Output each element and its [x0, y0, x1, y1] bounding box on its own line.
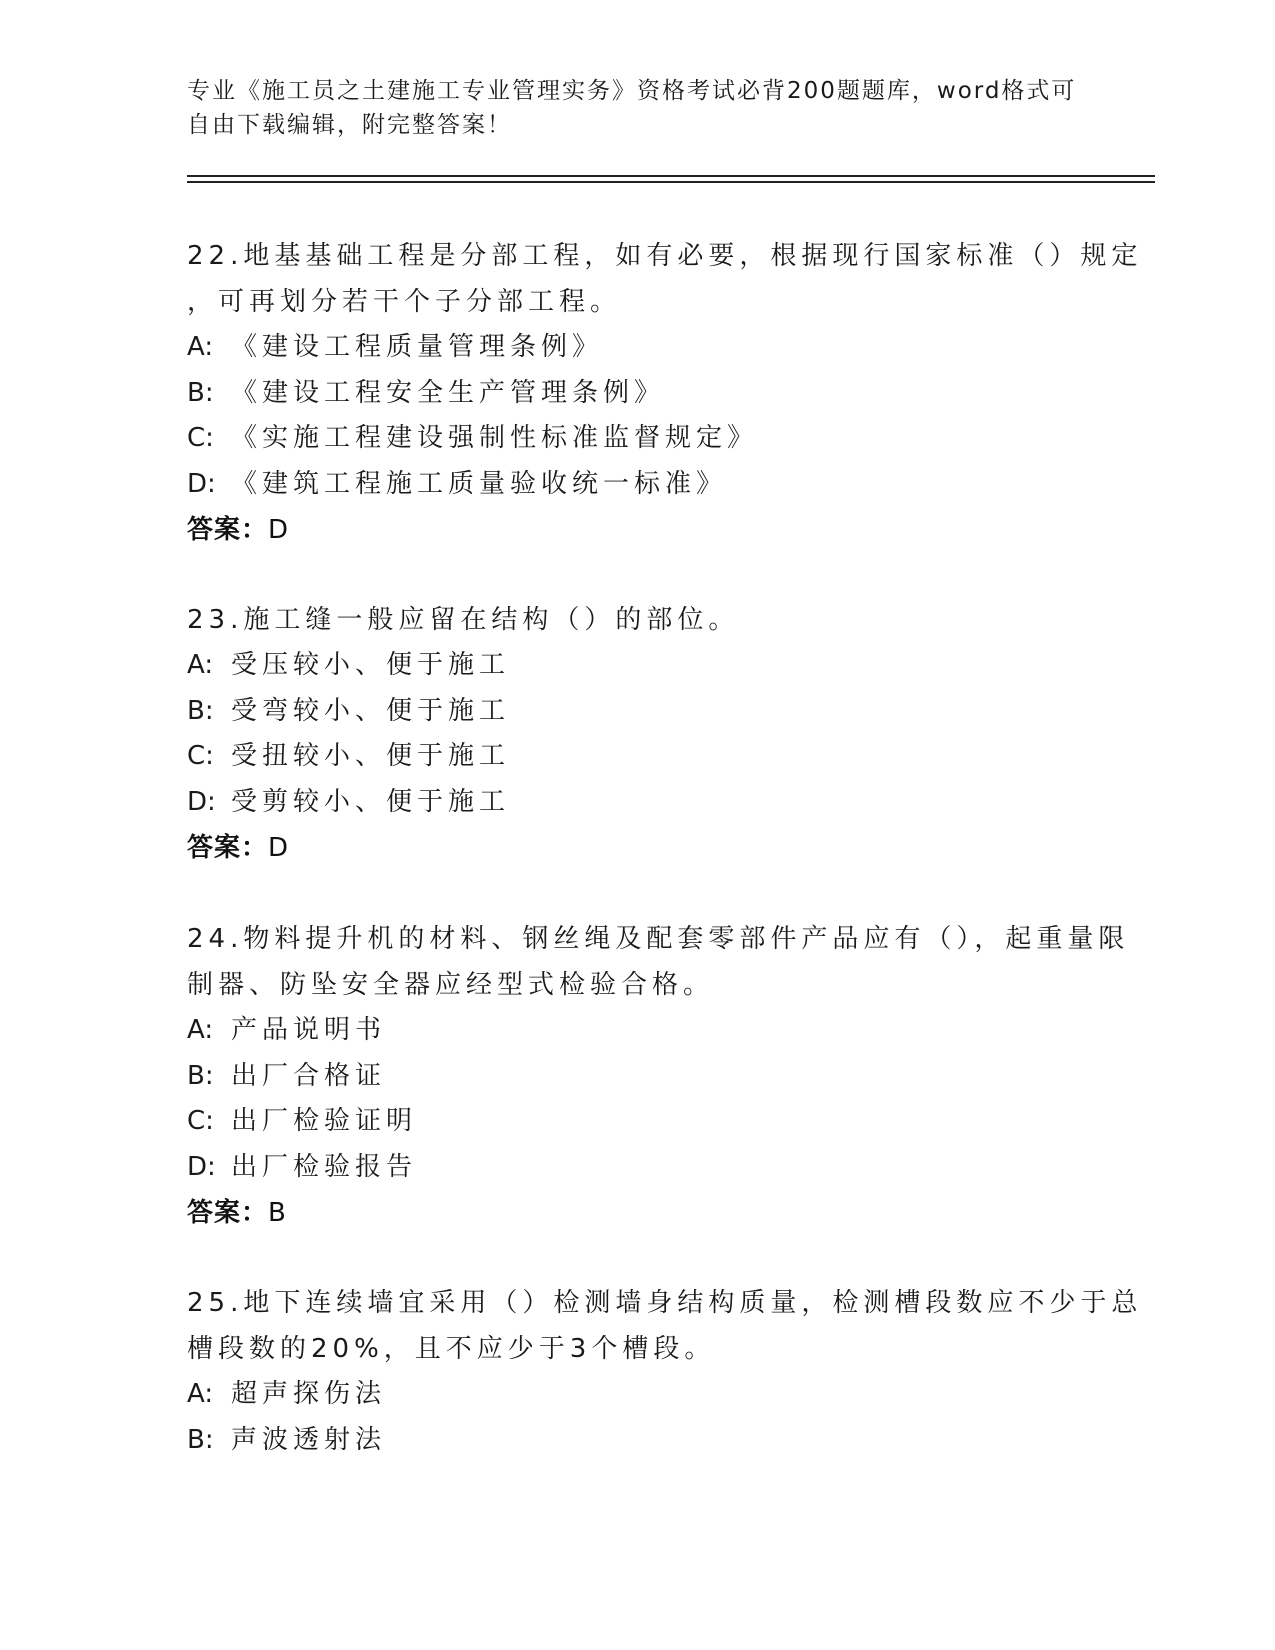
option-key: A: — [187, 332, 214, 362]
option-key: A: — [187, 1379, 214, 1409]
option-key: D: — [187, 786, 216, 817]
option-c — [187, 416, 1087, 462]
question-23 — [187, 597, 1087, 871]
question-22 — [187, 233, 1143, 553]
option-text: 出厂合格证 — [231, 1060, 387, 1091]
option-text: 受剪较小、便于施工 — [231, 786, 511, 817]
option-key: C: — [187, 423, 214, 453]
answer-value: B — [268, 1198, 287, 1228]
question-stem-line: 制器、防坠安全器应经型式检验合格。 — [187, 970, 715, 1000]
option-text: 《实施工程建设强制性标准监督规定》 — [231, 423, 759, 453]
option-key: C: — [187, 741, 214, 771]
option-key: A: — [187, 650, 214, 680]
question-stem-line: ，可再划分若干个子分部工程。 — [187, 287, 622, 317]
question-24 — [187, 916, 1130, 1236]
option-text: 《建设工程质量管理条例》 — [231, 332, 604, 362]
question-stem-line: 22.地基基础工程是分部工程，如有必要，根据现行国家标准（）规定 — [187, 241, 1143, 271]
answer-value: D — [268, 515, 290, 545]
option-key: B: — [187, 377, 214, 408]
answer-label: 答案： — [187, 1198, 269, 1228]
header-line-2: 自由下载编辑，附完整答案！ — [187, 112, 512, 138]
option-text: 出厂检验报告 — [231, 1151, 418, 1182]
option-key: A: — [187, 1015, 214, 1045]
option-d — [187, 780, 1087, 826]
option-text: 《建筑工程施工质量验收统一标准》 — [231, 468, 728, 499]
document-header — [187, 74, 1087, 142]
answer-value: D — [268, 833, 290, 863]
answer-line — [187, 825, 1087, 871]
option-c — [187, 1099, 1087, 1145]
question-stem-line: 24.物料提升机的材料、钢丝绳及配套零部件产品应有（），起重量限 — [187, 924, 1130, 954]
option-text: 声波透射法 — [231, 1424, 387, 1455]
option-a — [187, 325, 1087, 371]
header-divider-bottom — [187, 181, 1155, 183]
option-b — [187, 1054, 1087, 1100]
option-key: B: — [187, 1424, 214, 1455]
option-text: 出厂检验证明 — [231, 1106, 418, 1136]
answer-line — [187, 1190, 1087, 1236]
option-text: 《建设工程安全生产管理条例》 — [231, 377, 666, 408]
option-b — [187, 371, 1087, 417]
option-key: B: — [187, 695, 214, 726]
option-d — [187, 462, 1087, 508]
option-text: 受压较小、便于施工 — [231, 650, 511, 680]
answer-label: 答案： — [187, 515, 269, 545]
answer-line — [187, 507, 1087, 553]
option-text: 受弯较小、便于施工 — [231, 695, 511, 726]
option-b — [187, 1418, 1087, 1464]
option-a — [187, 1372, 1087, 1418]
question-25 — [187, 1280, 1143, 1463]
option-c — [187, 734, 1087, 780]
question-stem-line: 槽段数的20%，且不应少于3个槽段。 — [187, 1334, 716, 1364]
option-key: D: — [187, 468, 216, 499]
option-text: 产品说明书 — [231, 1015, 387, 1045]
option-key: D: — [187, 1151, 216, 1182]
option-text: 超声探伤法 — [231, 1379, 387, 1409]
answer-label: 答案： — [187, 833, 269, 863]
header-divider-top — [187, 175, 1155, 177]
option-key: C: — [187, 1106, 214, 1136]
option-text: 受扭较小、便于施工 — [231, 741, 511, 771]
option-a — [187, 1008, 1087, 1054]
header-line-1: 专业《施工员之土建施工专业管理实务》资格考试必背200题题库，word格式可 — [187, 78, 1077, 104]
option-b — [187, 689, 1087, 735]
option-key: B: — [187, 1060, 214, 1091]
option-d — [187, 1145, 1087, 1191]
question-stem-line: 25.地下连续墙宜采用（）检测墙身结构质量，检测槽段数应不少于总 — [187, 1288, 1143, 1318]
option-a — [187, 643, 1087, 689]
question-stem-line: 23.施工缝一般应留在结构（）的部位。 — [187, 605, 740, 635]
